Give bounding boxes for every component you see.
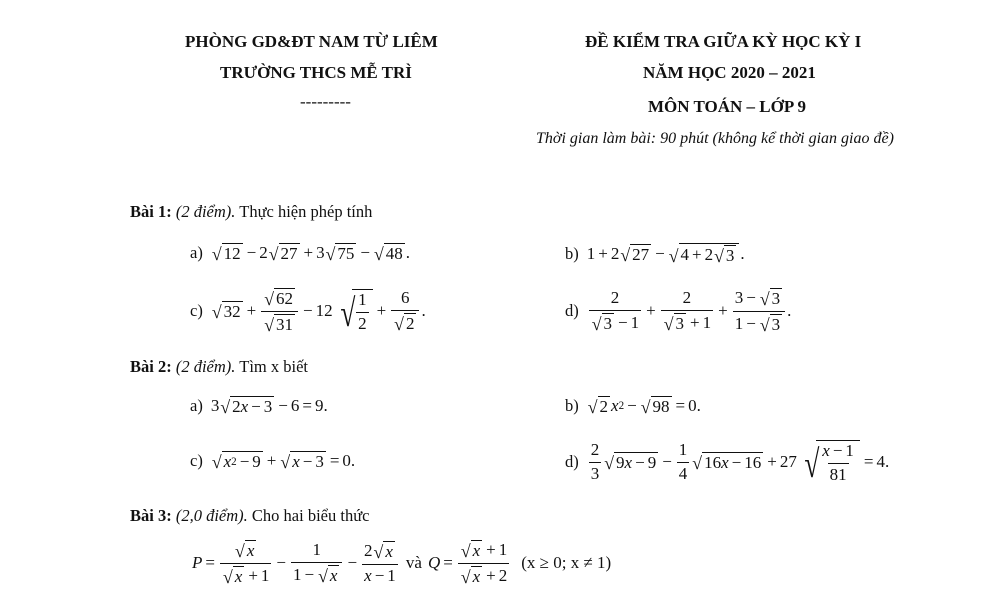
bai1-d	[565, 288, 791, 334]
bai3-instruction: Cho hai biểu thức	[247, 506, 370, 525]
item-label: a)	[190, 396, 203, 416]
bai3-expr: P = √ x √ x + 1 − 1 1 − √ x − 2 √ x x − 1 và Q = √ x + 1 √ x + 2 (x ≥ 0; x ≠ 1)	[192, 540, 612, 587]
bai1-d-expr: 2 √ 3 − 1 + 2 √ 3 + 1 + 3 − √ 3 1 − √ 3 .	[587, 288, 792, 334]
item-label: d)	[565, 301, 579, 321]
department-name: PHÒNG GD&ĐT NAM TỪ LIÊM	[185, 32, 438, 51]
bai1-instruction: Thực hiện phép tính	[235, 202, 373, 221]
bai1-title: Bài 1:	[130, 202, 172, 221]
bai1-c	[190, 288, 426, 334]
time-note: Thời gian làm bài: 90 phút (không kể thời gian giao đề)	[536, 130, 894, 147]
item-label: b)	[565, 244, 579, 264]
bai3-points: (2,0 điểm).	[175, 506, 248, 525]
bai2-title: Bài 2:	[130, 357, 172, 376]
bai3-title: Bài 3:	[130, 506, 172, 525]
school-year: NĂM HỌC 2020 – 2021	[643, 63, 816, 82]
item-label: a)	[190, 243, 203, 263]
condition: (x ≥ 0; x ≠ 1)	[521, 553, 612, 573]
bai2-d-expr: $\frac{2}{3}$ √ 9 x − 9 − $\frac{1}{4}$ √ 16 x − 16 + 27 √ x − 1 81 = 4.	[590, 440, 890, 487]
bai2-heading	[130, 357, 308, 377]
bai2-a	[190, 396, 328, 417]
school-name: TRƯỜNG THCS MỄ TRÌ	[220, 63, 412, 82]
bai2-a-expr: 3 √ 2 x − 3 − 6 = 9.	[210, 396, 328, 417]
bai2-points: (2 điểm).	[175, 357, 236, 376]
item-label: c)	[190, 301, 203, 321]
item-label: d)	[565, 452, 579, 472]
bai1-c-expr: √ 32 + √ 62 √ 31 − 12 √ $\frac{1}{2}$ + 6 √ 2 .	[211, 288, 426, 336]
bai3-heading	[130, 506, 369, 526]
bai2-b-expr: √ 2 x 2 − √ 98 = 0.	[587, 396, 701, 417]
bai1-a	[190, 243, 410, 264]
bai3-expressions	[192, 540, 611, 586]
header-divider: ---------	[300, 92, 351, 111]
bai1-b	[565, 243, 745, 266]
item-label: b)	[565, 396, 579, 416]
bai2-c	[190, 451, 355, 472]
bai1-b-expr: 1 + 2 √ 27 − √ 4 + 2 √ 3 .	[586, 244, 745, 266]
bai1-points: (2 điểm).	[175, 202, 236, 221]
conjunction: và	[405, 553, 422, 573]
bai2-d	[565, 440, 890, 487]
bai1-a-expr: √ 12 − 2 √ 27 + 3 √ 75 − √ 48 .	[211, 243, 411, 264]
subject-grade: MÔN TOÁN – LỚP 9	[648, 97, 807, 116]
exam-title: ĐỀ KIỂM TRA GIỮA KỲ HỌC KỲ I	[585, 32, 862, 51]
bai1-heading	[130, 202, 372, 222]
bai2-c-expr: √ x 2 − 9 + √ x − 3 = 0.	[211, 451, 356, 472]
bai2-instruction: Tìm x biết	[235, 357, 308, 376]
bai2-b	[565, 396, 701, 417]
item-label: c)	[190, 451, 203, 471]
